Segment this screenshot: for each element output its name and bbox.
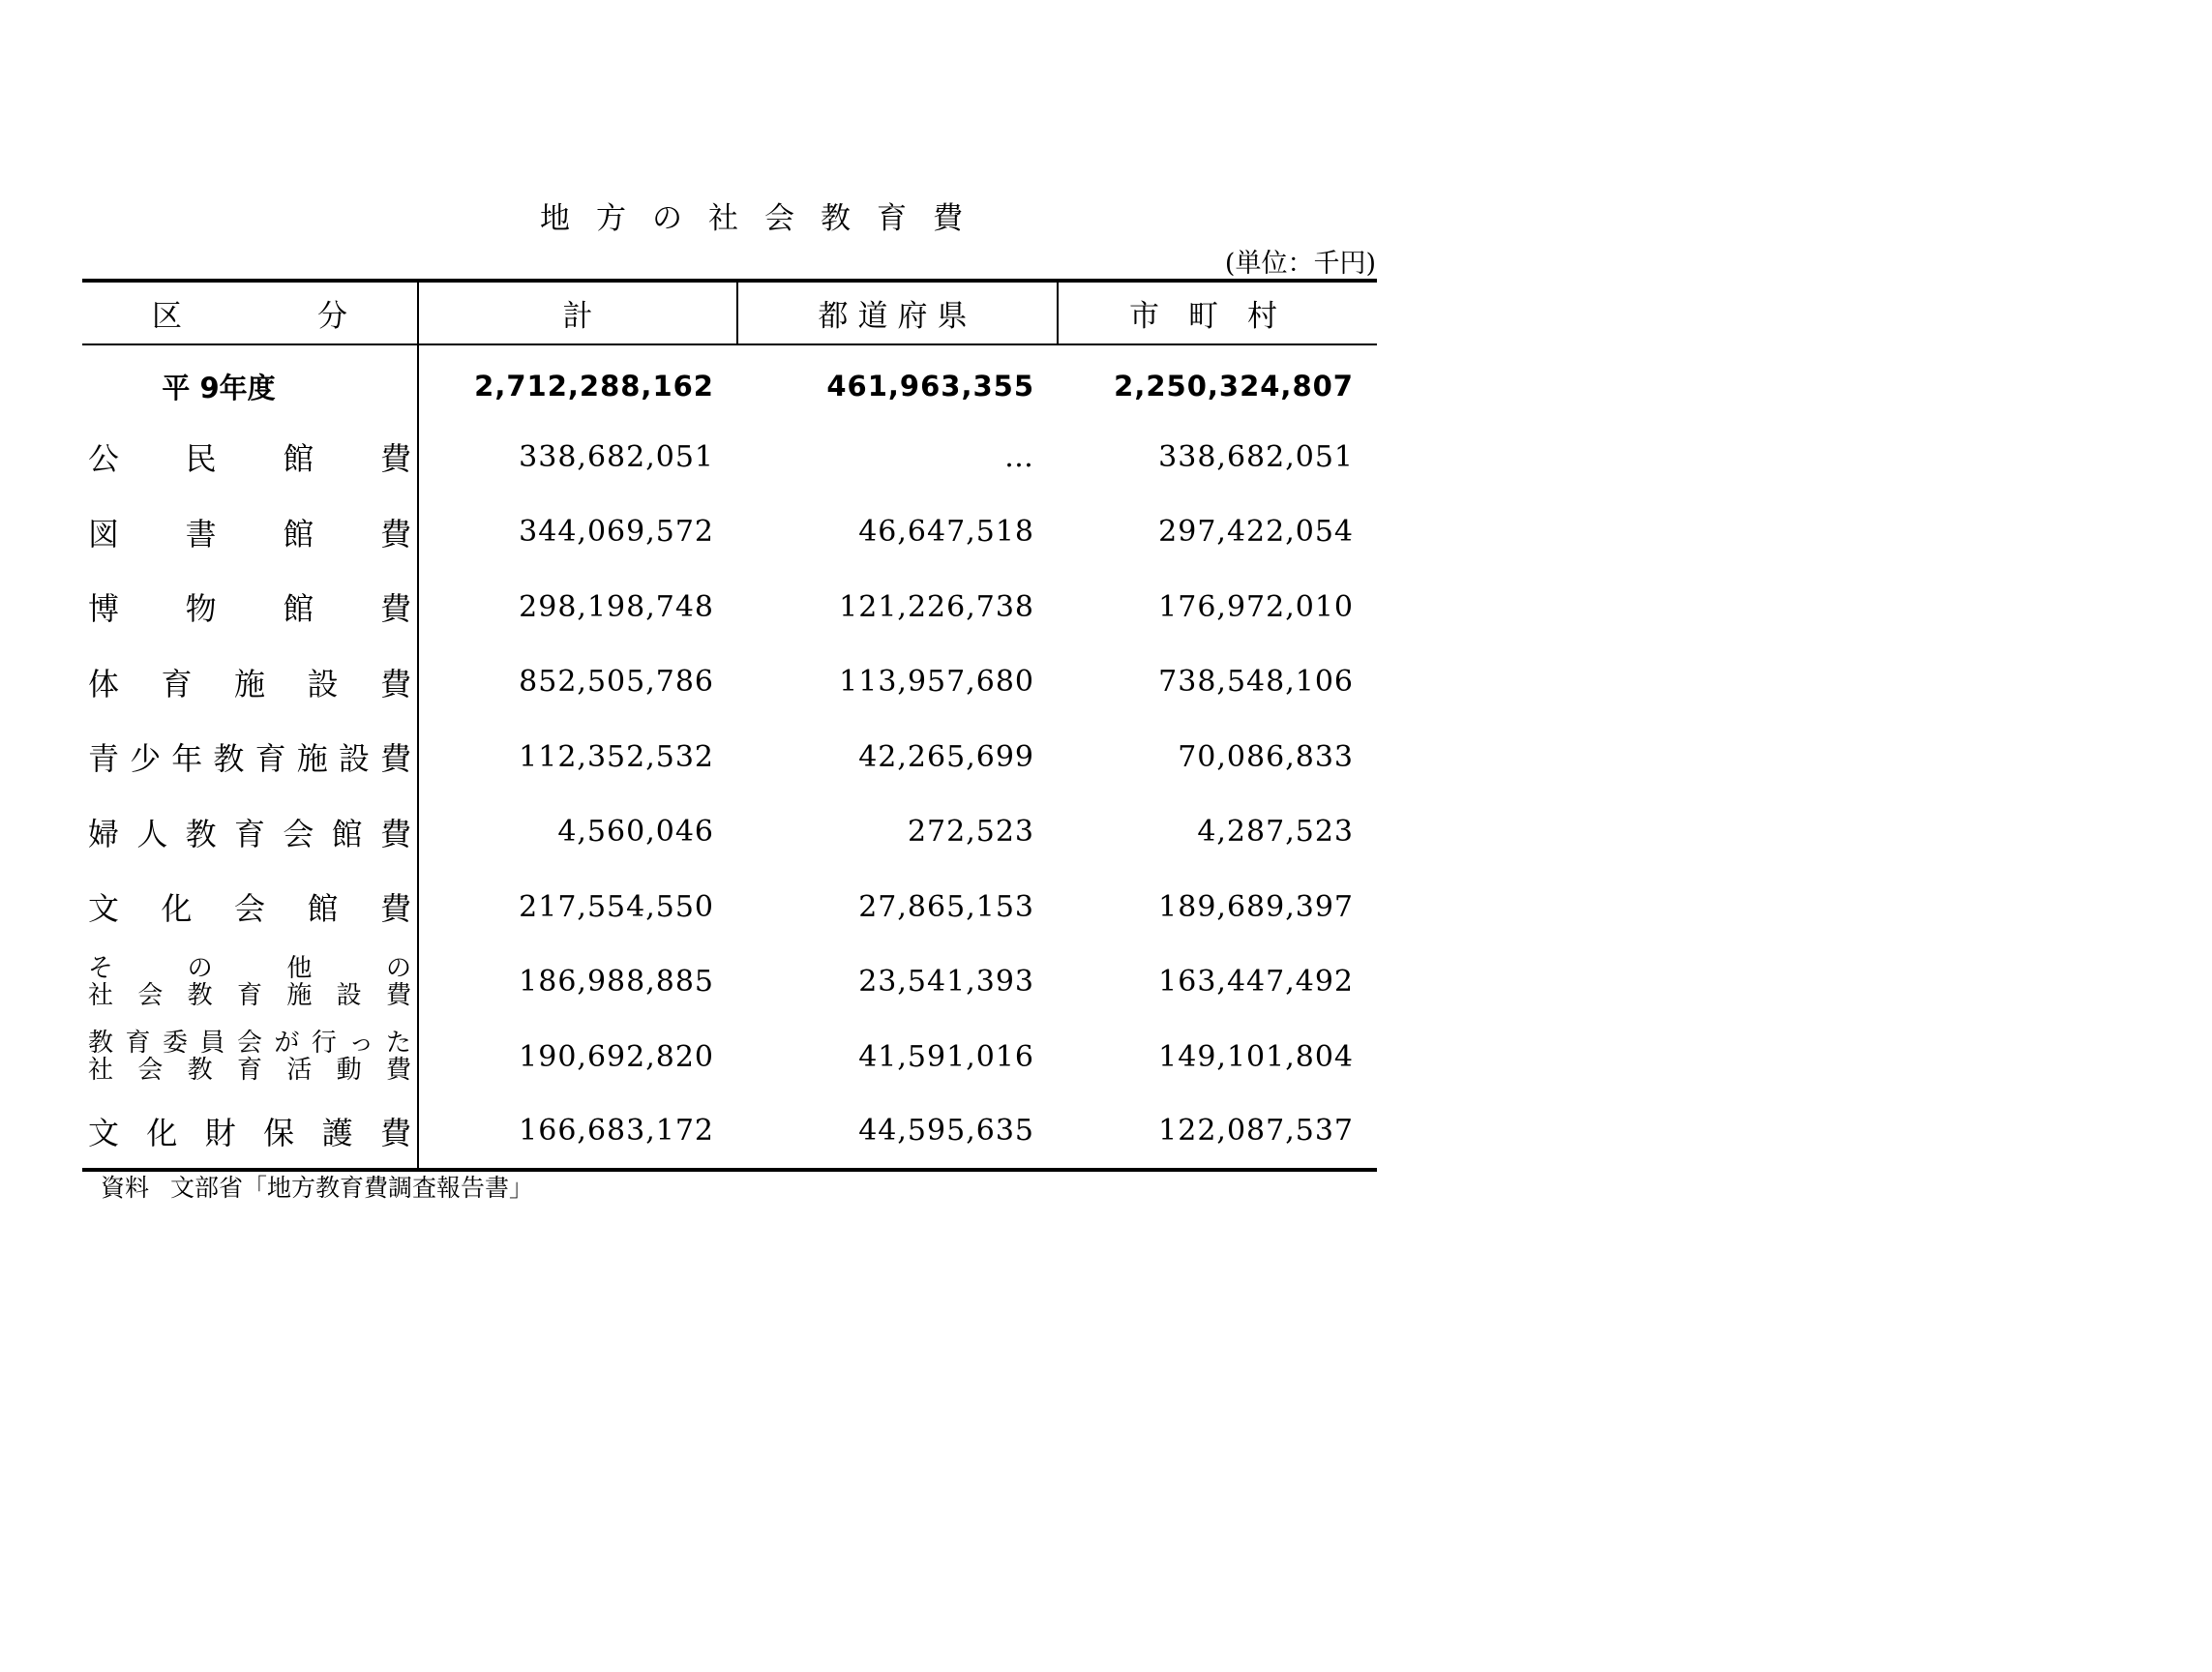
cell-prefecture: 41,591,016 (858, 1039, 1034, 1074)
page-title: 地方の社会教育費 (540, 201, 989, 236)
row-label-text: 博 物 館 費 (88, 590, 411, 628)
cell-total: 217,554,550 (519, 889, 714, 924)
row-label (82, 644, 418, 720)
row-label (82, 794, 418, 870)
row-label (82, 944, 418, 1020)
cell-municipal: 70,086,833 (1178, 739, 1354, 774)
row-label-text: 体 育 施 設 費 (88, 665, 411, 702)
cell-total: 4,560,046 (557, 815, 714, 850)
column-header-municipal: 市町村 (1058, 281, 1377, 344)
row-label-text: 教 育 委 員 会 が 行 っ た (88, 1029, 411, 1059)
table-row (82, 944, 1377, 1020)
cell-municipal: 738,548,106 (1158, 665, 1354, 700)
column-header-total: 計 (418, 281, 737, 344)
row-label (82, 420, 418, 495)
expense-table (82, 279, 1377, 1172)
cell-prefecture: 23,541,393 (858, 965, 1034, 1000)
cell-total: 852,505,786 (519, 665, 714, 700)
column-header-prefecture: 都道府県 (737, 281, 1058, 344)
table-row (82, 870, 1377, 945)
row-label-text: 社 会 教 育 活 動 費 (88, 1056, 411, 1086)
cell-prefecture: 44,595,635 (737, 1094, 1058, 1170)
row-label (82, 870, 418, 945)
table-row (82, 494, 1377, 570)
row-label (82, 570, 418, 645)
row-label-text: 図 書 館 費 (88, 515, 411, 552)
cell-total: 338,682,051 (519, 439, 714, 474)
expense-table-container (82, 279, 1377, 1172)
cell-prefecture: 121,226,738 (839, 589, 1034, 624)
cell-prefecture: 461,963,355 (826, 370, 1034, 403)
cell-total: 186,988,885 (519, 965, 714, 1000)
cell-total: 2,712,288,162 (474, 370, 714, 403)
cell-municipal: 2,250,324,807 (1114, 370, 1354, 403)
cell-total: 166,683,172 (418, 1094, 737, 1170)
source-prefix: 資料 (101, 1174, 150, 1202)
source-note (101, 1169, 533, 1204)
column-header-category: 区 分 (82, 281, 418, 344)
cell-prefecture: 272,523 (907, 815, 1034, 850)
cell-municipal: 338,682,051 (1158, 439, 1354, 474)
cell-municipal: 189,689,397 (1158, 889, 1354, 924)
row-label-text: 社 会 教 育 施 設 費 (88, 980, 411, 1010)
cell-total: 344,069,572 (519, 515, 714, 550)
table-row (82, 720, 1377, 795)
row-label (82, 494, 418, 570)
source-text: 文部省「地方教育費調査報告書」 (170, 1174, 534, 1202)
cell-prefecture: … (1004, 439, 1034, 474)
table-header-row (82, 281, 1377, 344)
cell-municipal: 122,087,537 (1058, 1094, 1377, 1170)
cell-municipal: 176,972,010 (1158, 589, 1354, 624)
cell-municipal: 297,422,054 (1158, 515, 1354, 550)
table-row (82, 570, 1377, 645)
table-row (82, 794, 1377, 870)
cell-prefecture: 46,647,518 (858, 515, 1034, 550)
table-row (82, 420, 1377, 495)
cell-total: 298,198,748 (519, 589, 714, 624)
cell-municipal: 149,101,804 (1158, 1039, 1354, 1074)
row-label-text: 公 民 館 費 (88, 440, 411, 478)
row-label: 平 9年度 (82, 344, 418, 420)
row-label-text: そ の 他 の (88, 953, 411, 983)
cell-prefecture: 27,865,153 (858, 889, 1034, 924)
cell-prefecture: 113,957,680 (839, 665, 1034, 700)
row-label-text: 文 化 会 館 費 (88, 890, 411, 928)
row-label-text: 青 少 年 教 育 施 設 費 (88, 740, 411, 778)
cell-municipal: 4,287,523 (1197, 815, 1354, 850)
table-row (82, 644, 1377, 720)
unit-note: (単位：千円) (1224, 249, 1376, 279)
table-row (82, 1020, 1377, 1095)
row-label-text: 婦 人 教 育 会 館 費 (88, 815, 411, 852)
table-row (82, 1094, 1377, 1170)
cell-total: 190,692,820 (519, 1039, 714, 1074)
row-label (82, 720, 418, 795)
row-label (82, 1020, 418, 1095)
row-label-text: 文 化 財 保 護 費 (88, 1114, 411, 1151)
cell-prefecture: 42,265,699 (858, 739, 1034, 774)
cell-municipal: 163,447,492 (1158, 965, 1354, 1000)
row-label (82, 1094, 418, 1170)
cell-total: 112,352,532 (519, 739, 714, 774)
table-row-total (82, 344, 1377, 420)
